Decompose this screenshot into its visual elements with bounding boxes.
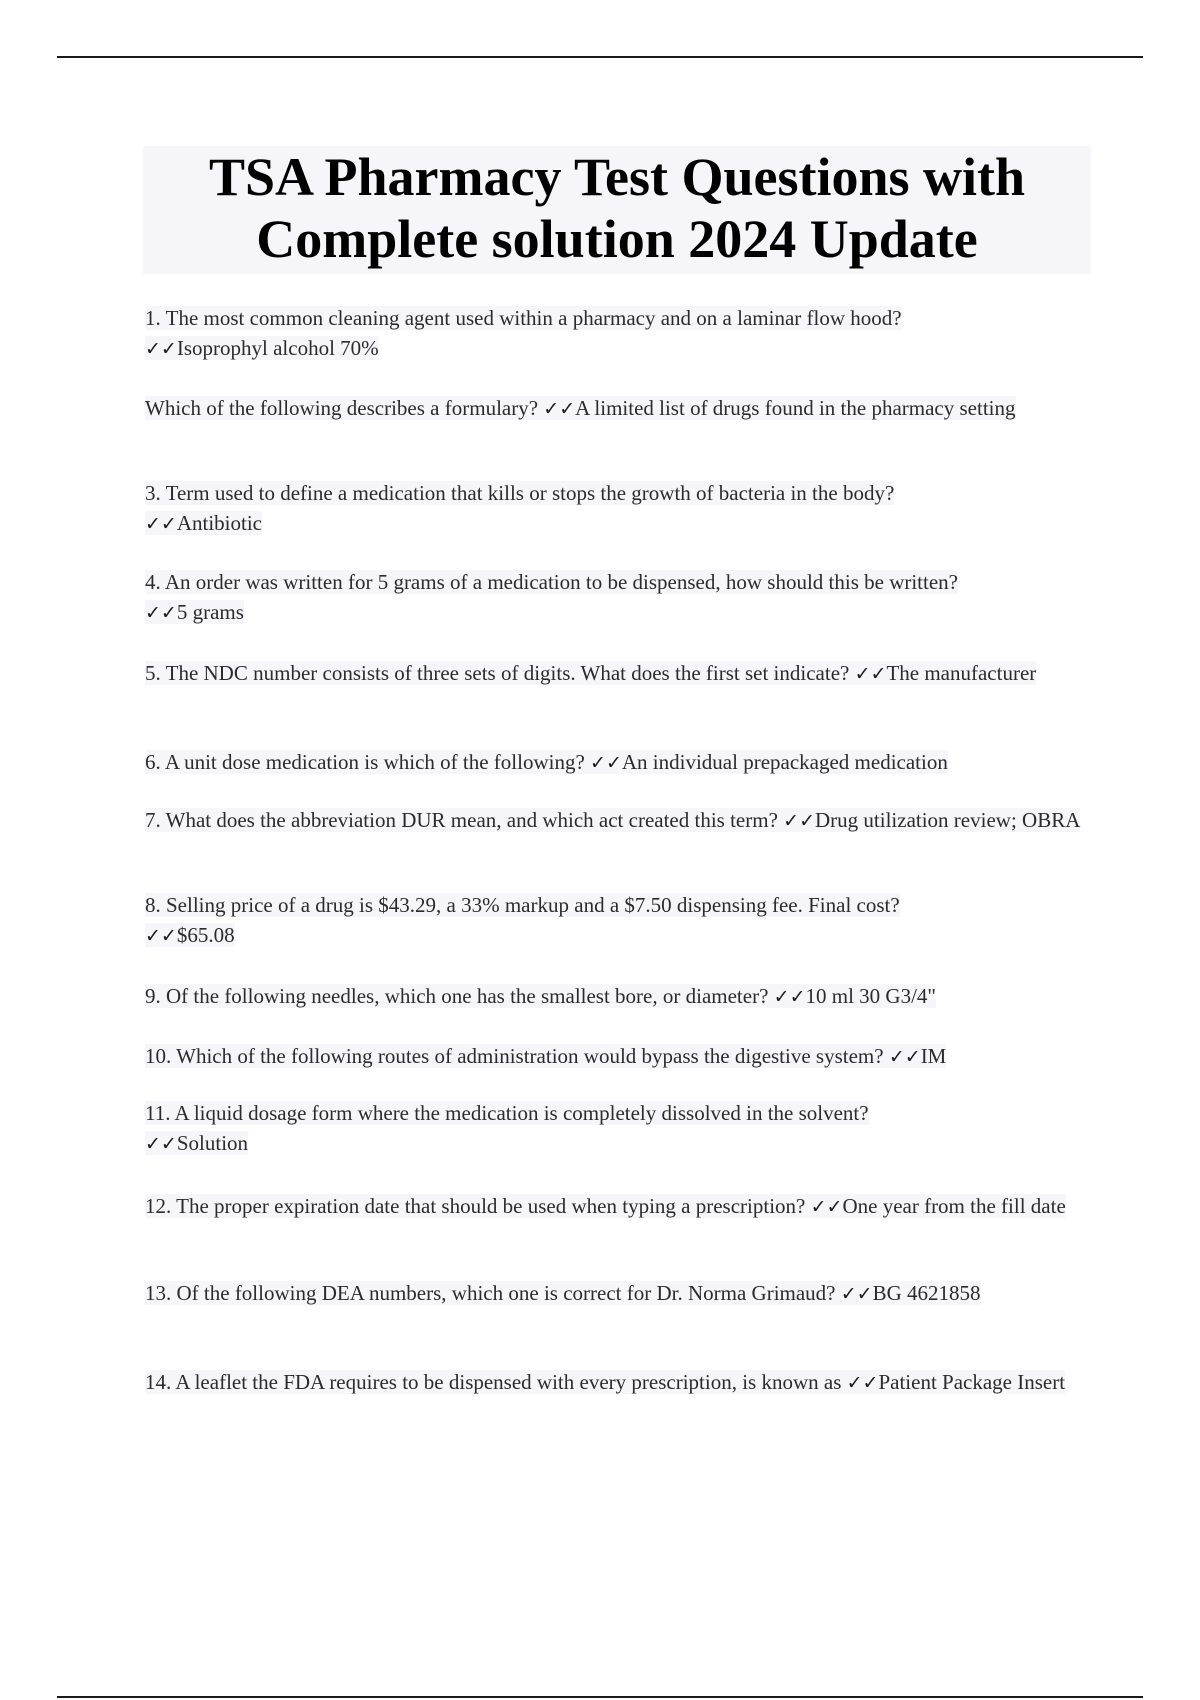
double-check-icon: ✓✓ bbox=[145, 925, 177, 947]
answer-text: A limited list of drugs found in the pharmacy setting bbox=[575, 396, 1016, 420]
qa-item-3 bbox=[145, 478, 1085, 539]
qa-item-10 bbox=[145, 1041, 1085, 1072]
double-check-icon: ✓✓ bbox=[145, 513, 177, 535]
question-text: 3. Term used to define a medication that kills or stops the growth of bacteria in the body? bbox=[145, 481, 895, 505]
question-text: 14. A leaflet the FDA requires to be dispensed with every prescription, is known as bbox=[145, 1370, 842, 1394]
qa-item-12 bbox=[145, 1191, 1085, 1222]
qa-item-text bbox=[145, 1194, 1066, 1218]
bottom-rule bbox=[57, 1696, 1143, 1698]
double-check-icon: ✓✓ bbox=[854, 663, 887, 685]
qa-item-text bbox=[145, 893, 900, 947]
qa-item-2 bbox=[145, 393, 1085, 424]
qa-item-text bbox=[145, 808, 1080, 832]
question-text: 12. The proper expiration date that should be used when typing a prescription? bbox=[145, 1194, 806, 1218]
question-text: Which of the following describes a formulary? bbox=[145, 396, 539, 420]
qa-item-7 bbox=[145, 805, 1085, 836]
qa-item-4 bbox=[145, 567, 1085, 628]
qa-item-13 bbox=[145, 1278, 1085, 1309]
question-text: 5. The NDC number consists of three sets of digits. What does the first set indicate? bbox=[145, 661, 850, 685]
answer-text: IM bbox=[920, 1044, 947, 1068]
double-check-icon: ✓✓ bbox=[145, 338, 177, 360]
double-check-icon: ✓✓ bbox=[846, 1372, 879, 1394]
qa-item-text bbox=[145, 1101, 869, 1155]
double-check-icon: ✓✓ bbox=[773, 986, 806, 1008]
qa-item-14 bbox=[145, 1367, 1085, 1398]
answer-text: The manufacturer bbox=[886, 661, 1037, 685]
answer-text: Patient Package Insert bbox=[878, 1370, 1066, 1394]
qa-item-text bbox=[145, 661, 1036, 685]
answer-text: One year from the fill date bbox=[842, 1194, 1066, 1218]
answer-text: Solution bbox=[176, 1131, 249, 1155]
qa-item-text bbox=[145, 1370, 1065, 1394]
question-text: 13. Of the following DEA numbers, which one is correct for Dr. Norma Grimaud? bbox=[145, 1281, 836, 1305]
question-text: 4. An order was written for 5 grams of a medication to be dispensed, how should this be written? bbox=[145, 570, 958, 594]
answer-text: Drug utilization review; OBRA bbox=[815, 808, 1081, 832]
title-line-1: TSA Pharmacy Test Questions with bbox=[208, 147, 1026, 207]
question-text: 9. Of the following needles, which one has the smallest bore, or diameter? bbox=[145, 984, 769, 1008]
double-check-icon: ✓✓ bbox=[590, 752, 622, 774]
double-check-icon: ✓✓ bbox=[145, 602, 177, 624]
answer-text: Antibiotic bbox=[176, 511, 263, 535]
double-check-icon: ✓✓ bbox=[543, 398, 576, 420]
qa-item-6 bbox=[145, 747, 1085, 778]
qa-item-text bbox=[145, 481, 894, 535]
question-text: 8. Selling price of a drug is $43.29, a 33% markup and a $7.50 dispensing fee. Final cost? bbox=[145, 893, 900, 917]
answer-text: Isoprophyl alcohol 70% bbox=[176, 336, 379, 360]
qa-item-text bbox=[145, 306, 902, 360]
answer-text: $65.08 bbox=[176, 923, 235, 947]
top-rule bbox=[57, 56, 1143, 58]
question-text: 10. Which of the following routes of administration would bypass the digestive system? bbox=[145, 1044, 884, 1068]
qa-item-text bbox=[145, 750, 948, 774]
answer-text: 10 ml 30 G3/4" bbox=[805, 984, 936, 1008]
question-text: 7. What does the abbreviation DUR mean, and which act created this term? bbox=[145, 808, 778, 832]
qa-item-9 bbox=[145, 981, 1085, 1012]
double-check-icon: ✓✓ bbox=[783, 810, 815, 832]
qa-item-text bbox=[145, 396, 1016, 420]
qa-item-text bbox=[145, 1044, 946, 1068]
qa-item-text bbox=[145, 984, 936, 1008]
qa-item-text bbox=[145, 1281, 981, 1305]
question-text: 1. The most common cleaning agent used within a pharmacy and on a laminar flow hood? bbox=[145, 306, 902, 330]
qa-item-5 bbox=[145, 658, 1085, 689]
title-line-2: Complete solution 2024 Update bbox=[256, 209, 978, 269]
double-check-icon: ✓✓ bbox=[810, 1196, 843, 1218]
qa-item-1 bbox=[145, 303, 1085, 364]
qa-item-8 bbox=[145, 890, 1085, 951]
question-text: 6. A unit dose medication is which of the following? bbox=[145, 750, 585, 774]
double-check-icon: ✓✓ bbox=[888, 1046, 921, 1068]
qa-item-11 bbox=[145, 1098, 1085, 1159]
answer-text: BG 4621858 bbox=[872, 1281, 981, 1305]
question-text: 11. A liquid dosage form where the medication is completely dissolved in the solvent? bbox=[145, 1101, 869, 1125]
qa-item-text bbox=[145, 570, 958, 624]
page-title bbox=[143, 146, 1091, 274]
answer-text: An individual prepackaged medication bbox=[621, 750, 948, 774]
answer-text: 5 grams bbox=[176, 600, 244, 624]
double-check-icon: ✓✓ bbox=[145, 1133, 177, 1155]
double-check-icon: ✓✓ bbox=[840, 1283, 873, 1305]
